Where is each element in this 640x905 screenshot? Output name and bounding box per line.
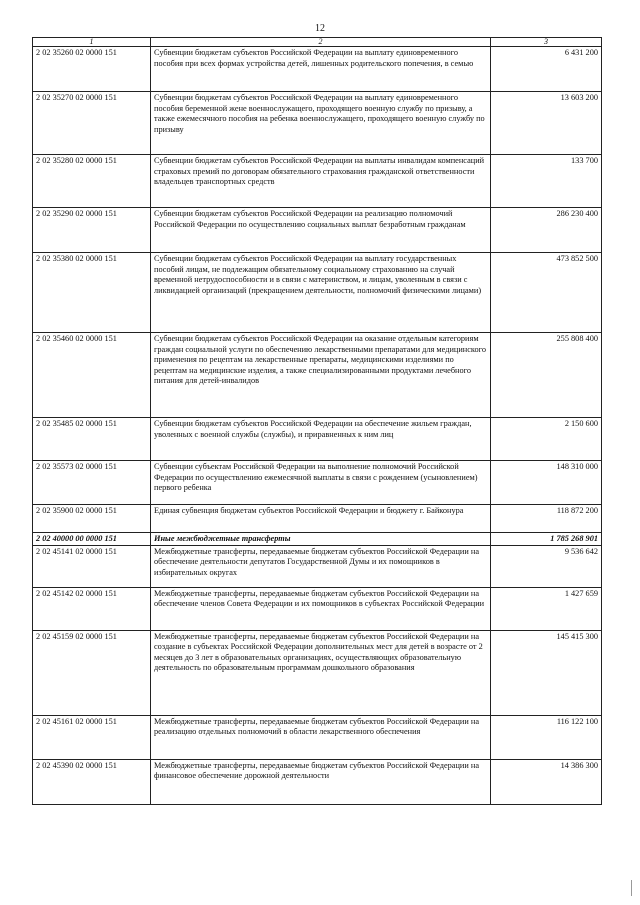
column-header-name: 2 <box>151 38 491 47</box>
row-amount: 9 536 642 <box>491 545 602 587</box>
table-row <box>33 545 602 587</box>
row-amount: 14 386 300 <box>491 759 602 804</box>
row-name: Иные межбюджетные трансферты <box>151 533 491 546</box>
table-row <box>33 715 602 759</box>
row-name: Единая субвенция бюджетам субъектов Российской Федерации и бюджету г. Байконура <box>151 505 491 533</box>
row-name: Межбюджетные трансферты, передаваемые бюджетам субъектов Российской Федерации на финансовое обеспечение дорожной деятельности <box>151 759 491 804</box>
row-name: Субвенции бюджетам субъектов Российской Федерации на выплату единовременного пособия при всех формах устройства детей, лишенных родительского попечения, в семью <box>151 47 491 92</box>
scan-edge-mark <box>631 880 632 896</box>
table-header-row <box>33 38 602 47</box>
row-name: Субвенции бюджетам субъектов Российской Федерации на выплату единовременного пособия беременной жене военнослужащего, проходящего военную службу по призыву, а также ежемесячного пособия на ребенка военнослужащего, проходящего военную службу по призыву <box>151 92 491 155</box>
table-row <box>33 587 602 630</box>
row-code: 2 02 35290 02 0000 151 <box>33 208 151 253</box>
row-code: 2 02 40000 00 0000 151 <box>33 533 151 546</box>
row-amount: 13 603 200 <box>491 92 602 155</box>
table-row <box>33 253 602 333</box>
row-name: Межбюджетные трансферты, передаваемые бюджетам субъектов Российской Федерации на реализацию отдельных полномочий в области лекарственного обеспечения <box>151 715 491 759</box>
row-name: Межбюджетные трансферты, передаваемые бюджетам субъектов Российской Федерации на обеспечение деятельности депутатов Государственной Думы и их помощников в избирательных округах <box>151 545 491 587</box>
column-header-amount: 3 <box>491 38 602 47</box>
row-code: 2 02 35380 02 0000 151 <box>33 253 151 333</box>
row-name: Субвенции субъектам Российской Федерации на выполнение полномочий Российской Федерации по осуществлению ежемесячной выплаты в связи с рождением (усыновлением) первого ребенка <box>151 461 491 505</box>
row-name: Субвенции бюджетам субъектов Российской Федерации на выплаты инвалидам компенсаций страховых премий по договорам обязательного страхования гражданской ответственности владельцев транспортных средств <box>151 155 491 208</box>
row-amount: 148 310 000 <box>491 461 602 505</box>
row-amount: 2 150 600 <box>491 418 602 461</box>
table-row <box>33 759 602 804</box>
table-row <box>33 47 602 92</box>
table-row <box>33 92 602 155</box>
row-name: Субвенции бюджетам субъектов Российской Федерации на реализацию полномочий Российской Федерации по осуществлению социальных выплат безработным гражданам <box>151 208 491 253</box>
table-row <box>33 155 602 208</box>
row-code: 2 02 45390 02 0000 151 <box>33 759 151 804</box>
table-row <box>33 333 602 418</box>
row-amount: 116 122 100 <box>491 715 602 759</box>
budget-table <box>32 37 602 805</box>
table-row <box>33 418 602 461</box>
row-amount: 473 852 500 <box>491 253 602 333</box>
row-amount: 1 427 659 <box>491 587 602 630</box>
row-amount: 133 700 <box>491 155 602 208</box>
row-amount: 255 808 400 <box>491 333 602 418</box>
table-row <box>33 208 602 253</box>
row-name: Межбюджетные трансферты, передаваемые бюджетам субъектов Российской Федерации на создание в субъектах Российской Федерации дополнительных мест для детей в возрасте от 2 месяцев до 3 лет в образовательных организациях, осуществляющих образовательную деятельность по образовательным программам дошкольного образования <box>151 630 491 715</box>
row-code: 2 02 35260 02 0000 151 <box>33 47 151 92</box>
row-code: 2 02 35485 02 0000 151 <box>33 418 151 461</box>
row-code: 2 02 45161 02 0000 151 <box>33 715 151 759</box>
row-amount: 145 415 300 <box>491 630 602 715</box>
row-name: Субвенции бюджетам субъектов Российской Федерации на оказание отдельным категориям граждан социальной услуги по обеспечению лекарственными препаратами для медицинского применения по рецептам на лекарственные препараты, медицинскими изделиями по рецептам на медицинские изделия, а также специализированными продуктами лечебного питания для детей-инвалидов <box>151 333 491 418</box>
row-name: Субвенции бюджетам субъектов Российской Федерации на обеспечение жильем граждан, уволенных с военной службы (службы), и приравненных к ним лиц <box>151 418 491 461</box>
row-code: 2 02 35900 02 0000 151 <box>33 505 151 533</box>
table-row <box>33 505 602 533</box>
page-number: 12 <box>315 23 325 34</box>
row-code: 2 02 45159 02 0000 151 <box>33 630 151 715</box>
row-name: Субвенции бюджетам субъектов Российской Федерации на выплату государственных пособий лицам, не подлежащим обязательному социальному страхованию на случай временной нетрудоспособности и в связи с материнством, и лицам, уволенным в связи с ликвидацией организаций (прекращением деятельности, полномочий физическими лицами) <box>151 253 491 333</box>
column-header-code: 1 <box>33 38 151 47</box>
row-name: Межбюджетные трансферты, передаваемые бюджетам субъектов Российской Федерации на обеспечение членов Совета Федерации и их помощников в субъектах Российской Федерации <box>151 587 491 630</box>
row-amount: 1 785 268 901 <box>491 533 602 546</box>
row-code: 2 02 35280 02 0000 151 <box>33 155 151 208</box>
table-row <box>33 630 602 715</box>
row-code: 2 02 35270 02 0000 151 <box>33 92 151 155</box>
row-amount: 286 230 400 <box>491 208 602 253</box>
row-amount: 118 872 200 <box>491 505 602 533</box>
table-row <box>33 533 602 546</box>
row-code: 2 02 35573 02 0000 151 <box>33 461 151 505</box>
row-amount: 6 431 200 <box>491 47 602 92</box>
row-code: 2 02 45141 02 0000 151 <box>33 545 151 587</box>
table-row <box>33 461 602 505</box>
row-code: 2 02 35460 02 0000 151 <box>33 333 151 418</box>
row-code: 2 02 45142 02 0000 151 <box>33 587 151 630</box>
